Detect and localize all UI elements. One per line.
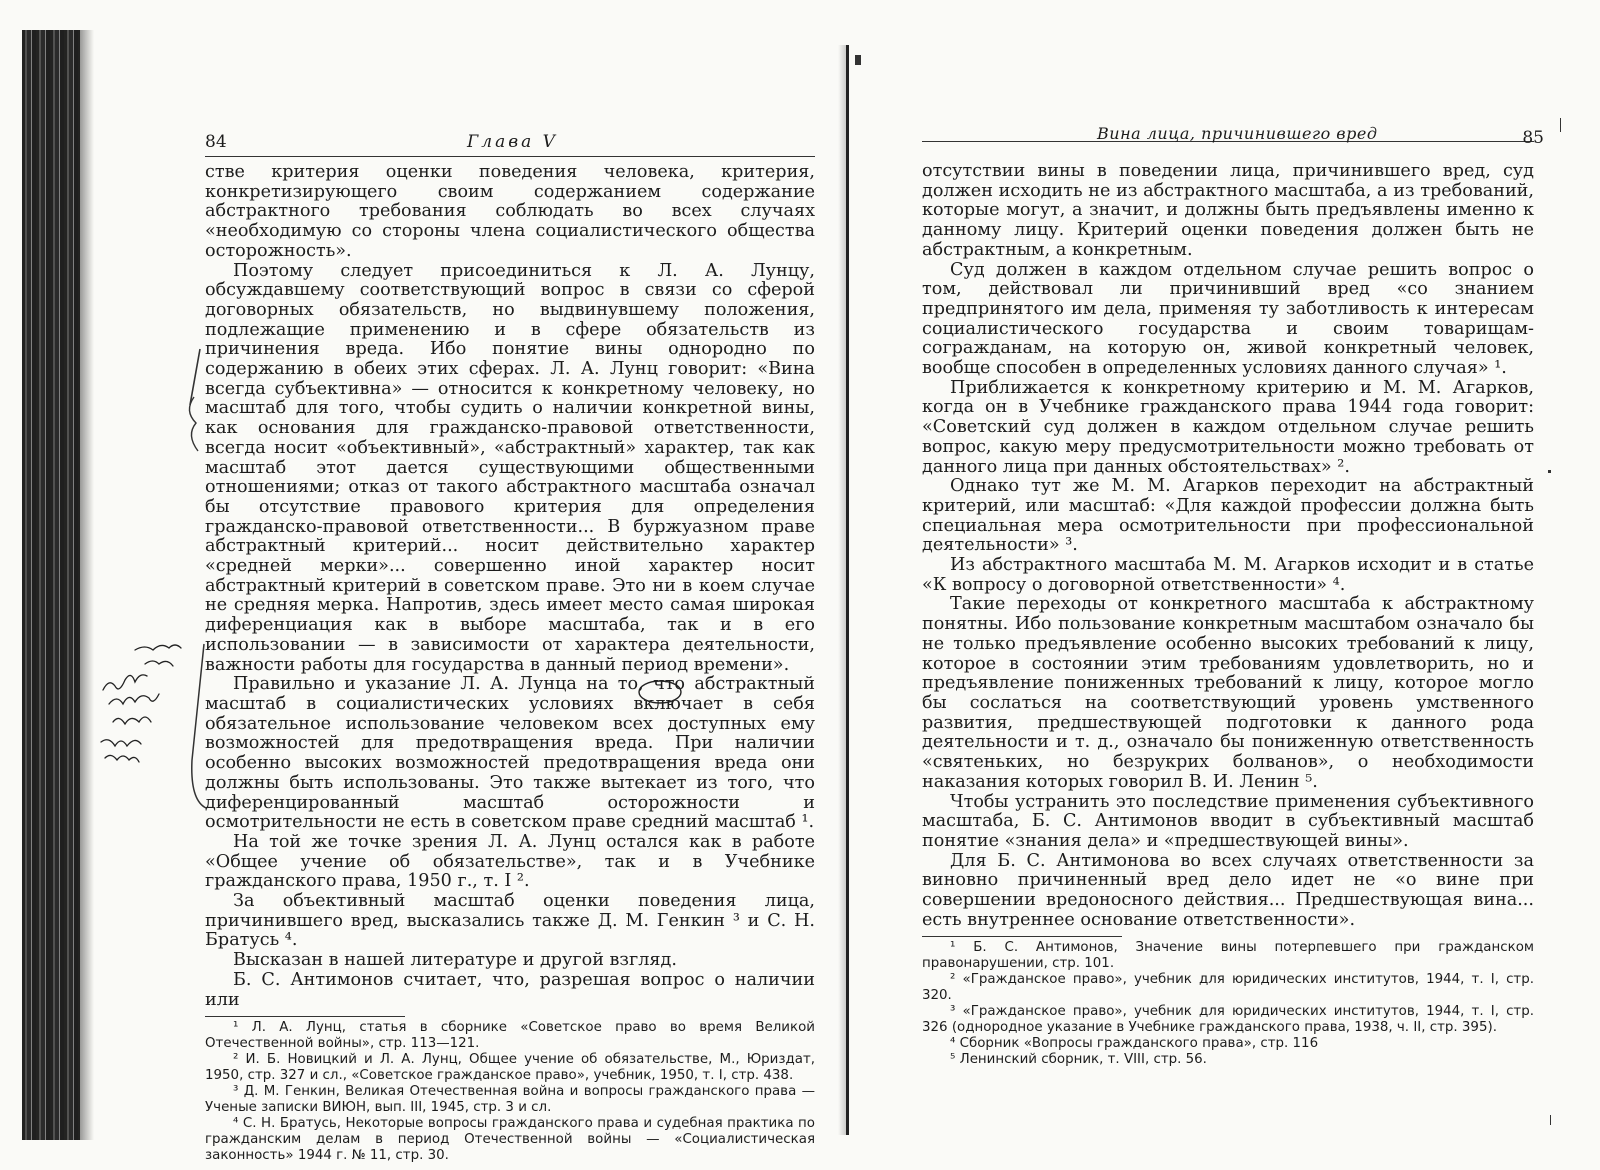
footnote: ³ «Гражданское право», учебник для юридических институтов, 1944, т. I, стр. 326 (однородное указание в Учебнике гражданского права, 1938, ч. II, стр. 395). bbox=[922, 1004, 1534, 1036]
left-page bbox=[205, 128, 815, 1164]
body-text bbox=[205, 163, 815, 1010]
paragraph: Правильно и указание Л. А. Лунца на то, что абстрактный масштаб в социалистических условиях включает в себя обязательное использование человеком всех доступных ему возможностей для предотвращения вреда. При наличии особенно высоких возможностей предотвращения вреда они должны быть использованы. Это также вытекает из того, что диференцированный масштаб осторожности и осмотрительности не есть в советском праве средний масштаб ¹. bbox=[205, 674, 815, 833]
paragraph: За объективный масштаб оценки поведения лица, причинившего вред, высказались также Д. М. Генкин ³ и С. Н. Братусь ⁴. bbox=[205, 891, 815, 951]
paragraph: Приближается к конкретному критерию и М. М. Агарков, когда он в Учебнике гражданского права 1944 года говорит: «Советский суд должен в каждом отдельном случае решить вопрос, какую меру предусмотрительности можно требовать от данного лица при данных обстоятельствах» ². bbox=[922, 377, 1534, 477]
gutter-shadow bbox=[838, 45, 846, 1135]
pencil-margin-bracket-lower bbox=[186, 640, 208, 815]
footnote: ¹ Л. А. Лунц, статья в сборнике «Советское право во время Великой Отечественной войны», стр. 113—121. bbox=[205, 1020, 815, 1052]
footnote: ⁴ Сборник «Вопросы гражданского права», стр. 116 bbox=[950, 1036, 1319, 1052]
right-page bbox=[922, 124, 1544, 1068]
paragraph: Такие переходы от конкретного масштаба к абстрактному понятны. Ибо пользование конкретным масштабом означало бы не только предъявление особенно высоких требований к лицу, которое в состоянии этим требованиям удовлетворить, но и предъявление пониженных требований к лицу, которое могло бы сослаться на соответствующий уровень умственного развития, предшествующей подготовки к данного рода деятельности и т. д., означало бы пониженную ответственность «святеньких, но безрукрих болванов», о необходимости наказания которых говорил В. И. Ленин ⁵. bbox=[922, 594, 1534, 792]
running-head bbox=[205, 128, 815, 157]
paragraph: Суд должен в каждом отдельном случае решить вопрос о том, действовал ли причинивший вред «со знанием предпринятого им дела, применяя ту заботливость к интересам социалистического государства и своим товарищам-согражданам, на которую он, живой конкретный человек, вообще способен в определенных условиях данного случая» ¹. bbox=[922, 259, 1534, 379]
chapter-title: Глава V bbox=[467, 132, 558, 152]
page-number: 85 bbox=[1522, 128, 1544, 148]
paragraph: Поэтому следует присоединиться к Л. А. Лунцу, обсуждавшему соответствующий вопрос в связи со сферой договорных обязательств, но выдвинувшему положения, подлежащие применению и в сфере обязательств из причинения вреда. Ибо понятие вины однородно по содержанию в обеих этих сферах. Л. А. Лунц говорит: «Вина всегда субъективна» — относится к конкретному человеку, но масштаб для того, чтобы судить о наличии конкретной вины, как основания для гражданско-правовой ответственности, всегда носит «объективный», «абстрактный» характер, так как масштаб этот дается существующими общественными отношениями; отказ от такого абстрактного масштаба означал бы отсутствие правового критерия для определения гражданско-правовой ответственности... В буржуазном праве абстрактный критерий... носит действительно характер «средней мерки»... совершенно иной характер носит абстрактный критерий в советском праве. Это ни в коем случае не средняя мерка. Напротив, здесь имеет место самая широкая диференциация как в выборе масштаба, так и в его использовании — в зависимости от характера деятельности, важности работы для государства в данный период времени». bbox=[205, 260, 815, 675]
paragraph: Однако тут же М. М. Агарков переходит на абстрактный критерий, или масштаб: «Для каждой профессии должна быть специальная мера осмотрительности при профессиональной деятельности» ³. bbox=[922, 476, 1534, 556]
chapter-title: Вина лица, причинившего вред bbox=[1097, 124, 1378, 143]
footnote: ³ Д. М. Генкин, Великая Отечественная война и вопросы гражданского права — Ученые записки ВИЮН, вып. III, 1945, стр. 3 и сл. bbox=[205, 1084, 815, 1116]
footnote: ⁵ Ленинский сборник, т. VIII, стр. 56. bbox=[950, 1052, 1207, 1068]
footnote-rule bbox=[205, 1016, 405, 1017]
scan-speck bbox=[1550, 1115, 1551, 1125]
scan-speck bbox=[1560, 118, 1561, 132]
pencil-circle-mark bbox=[636, 678, 684, 706]
running-head bbox=[922, 124, 1544, 156]
paragraph: Для Б. С. Антимонова во всех случаях ответственности за виновно причиненный вред дело идет не «о вине при совершении вредоносного действия... Предшествующая вина... есть внутреннее основание ответственности». bbox=[922, 850, 1534, 930]
footnote: ² «Гражданское право», учебник для юридических институтов, 1944, т. I, стр. 320. bbox=[922, 972, 1534, 1004]
footnote-rule bbox=[922, 936, 1122, 937]
page-number: 84 bbox=[205, 132, 227, 152]
footnote: ¹ Б. С. Антимонов, Значение вины потерпевшего при гражданском правонарушении, стр. 101. bbox=[922, 940, 1534, 972]
paragraph: отсутствии вины в поведении лица, причинившего вред, суд должен исходить не из абстрактного масштаба, а из требований, которые могут, а значит, и должны быть предъявлены именно к данному лицу. Критерий оценки поведения должен быть не абстрактным, а конкретным. bbox=[922, 161, 1534, 260]
footnotes bbox=[205, 1020, 815, 1164]
paragraph: На той же точке зрения Л. А. Лунц остался как в работе «Общее учение об обязательстве», так и в Учебнике гражданского права, 1950 г., т. I ². bbox=[205, 831, 815, 892]
paragraph: Высказан в нашей литературе и другой взгляд. bbox=[233, 950, 677, 971]
paragraph: Б. С. Антимонов считает, что, разрешая вопрос о наличии или bbox=[205, 969, 815, 1010]
footnote: ² И. Б. Новицкий и Л. А. Лунц, Общее учение об обязательстве, М., Юриздат, 1950, стр. 327 и сл., «Советское гражданское право», учебник, 1950, т. I, стр. 438. bbox=[205, 1052, 815, 1084]
footnotes bbox=[922, 940, 1534, 1068]
pencil-margin-bracket bbox=[180, 345, 210, 455]
scan-speck bbox=[855, 55, 861, 65]
paragraph: стве критерия оценки поведения человека, критерия, конкретизирующего своим содержанием содержание абстрактного требования соблюдать во всех случаях «необходимую со стороны члена социалистического общества осторожность». bbox=[205, 162, 815, 261]
book-gutter bbox=[846, 45, 849, 1135]
paragraph: Чтобы устранить это последствие применения субъективного масштаба, Б. С. Антимонов вводит в субъективный масштаб понятие «знания дела» и «предшествующей вины». bbox=[922, 791, 1534, 851]
footnote: ⁴ С. Н. Братусь, Некоторые вопросы гражданского права и судебная практика по гражданским делам в период Отечественной войны — «Социалистическая законность» 1944 г. № 11, стр. 30. bbox=[205, 1116, 815, 1164]
scan-speck bbox=[1548, 470, 1551, 473]
body-text bbox=[922, 162, 1534, 930]
paragraph: Из абстрактного масштаба М. М. Агарков исходит и в статье «К вопросу о договорной ответственности» ⁴. bbox=[922, 555, 1534, 595]
scanned-book-edge bbox=[22, 30, 80, 1140]
